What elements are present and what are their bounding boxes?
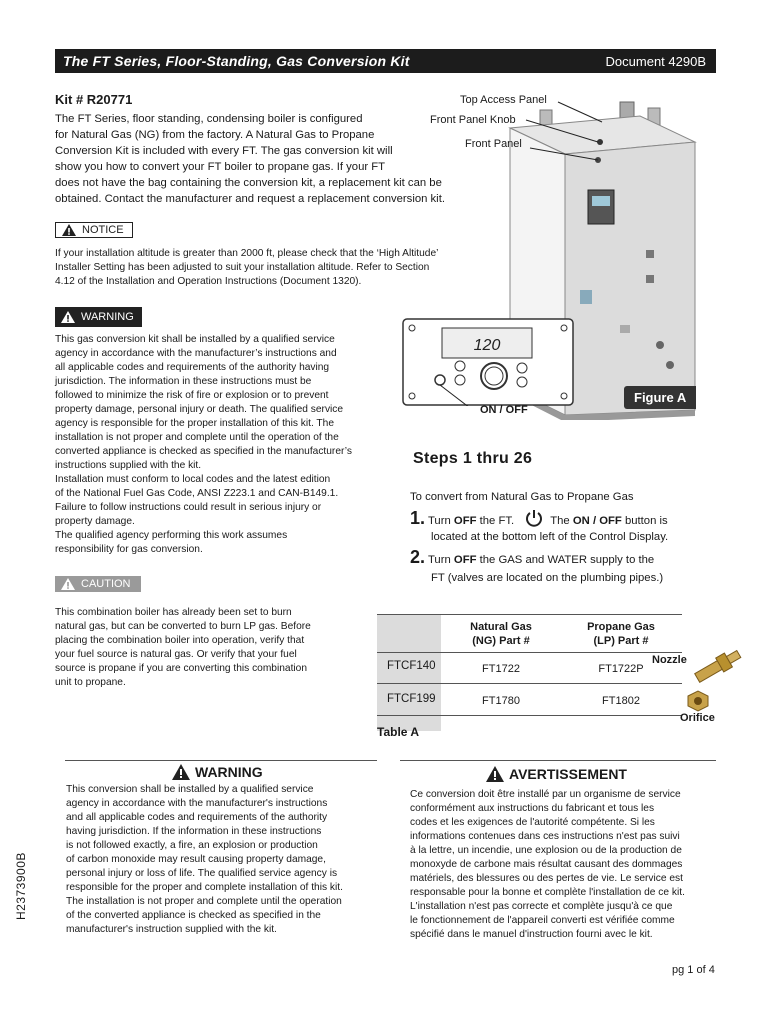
display-readout: 120	[473, 337, 501, 354]
page-number: pg 1 of 4	[672, 964, 715, 976]
nozzle-image	[690, 648, 746, 684]
table-header-line: Natural Gas	[470, 621, 532, 633]
step-number: 2.	[410, 547, 426, 567]
on-off-callout: ON / OFF	[480, 404, 528, 416]
table-header-lp	[561, 620, 681, 648]
document-number: Document 4290B	[605, 53, 706, 69]
warning-fr-rule	[400, 760, 716, 761]
step-text: the GAS and WATER supply to the	[476, 554, 655, 566]
intro-line: does not have the bag containing the conversion kit, a replacement kit can be	[55, 177, 442, 189]
callout-front-panel: Front Panel	[465, 138, 522, 150]
warning-line: instructions supplied with the kit.	[55, 460, 202, 471]
warning-line: followed to minimize the risk of fire or explosion or to prevent	[55, 390, 329, 401]
intro-line: show you how to convert your FT boiler to propane gas. If your FT	[55, 161, 386, 173]
warning-en-label: WARNING	[195, 764, 263, 780]
warning-line: jurisdiction. The information in these instructions must be	[55, 376, 312, 387]
warning-fr-line: L'installation n'est pas correcte et complète jusqu'à ce que	[410, 901, 673, 912]
step-text: button is	[621, 515, 668, 527]
table-caption: Table A	[377, 725, 420, 739]
step-2-line2: FT (valves are located on the plumbing pipes.)	[431, 572, 664, 584]
step-number: 1.	[410, 508, 426, 528]
warning-fr-heading	[486, 766, 627, 782]
warning-line: installation is not proper and complete until the operation of the	[55, 432, 339, 443]
warning-label: WARNING	[81, 311, 134, 323]
caution-label: CAUTION	[81, 578, 131, 590]
step-text-bold: OFF	[453, 515, 477, 527]
figure-a-label: Figure A	[624, 386, 696, 409]
warning-en-heading	[172, 764, 263, 780]
caution-line: natural gas, but can be converted to burn LP gas. Before	[55, 621, 311, 632]
parts-table	[377, 615, 682, 731]
warning-line: converted appliance is checked as specified in the manufacturer’s	[55, 446, 352, 457]
caution-line: unit to propane.	[55, 677, 126, 688]
warning-line: of the National Fuel Gas Code, ANSI Z223.1 and CAN-B149.1.	[55, 488, 339, 499]
caution-text	[55, 606, 365, 690]
warning-line: This gas conversion kit shall be installed by a qualified service	[55, 334, 335, 345]
step-1	[410, 509, 710, 529]
warning-badge	[55, 307, 142, 328]
step-text: the FT.	[476, 515, 515, 527]
warning-fr-line: conformément aux instructions du fabricant et tous les	[410, 803, 655, 814]
caution-line: placing the combination boiler into operation, verify that	[55, 635, 305, 646]
warning-en-line: of the converted appliance is checked as specified in the	[66, 910, 321, 921]
warning-fr-line: le fonctionnement de l'appareil converti est vérifiée comme	[410, 915, 675, 926]
warning-en-line: manufacturer's instruction supplied with the kit.	[66, 924, 277, 935]
warning-line: property damage.	[55, 516, 135, 527]
orifice-label: Orifice	[680, 712, 715, 724]
table-rule	[377, 652, 682, 653]
warning-line: The qualified agency performing this work assumes	[55, 530, 288, 541]
table-model-column-bg	[377, 615, 441, 731]
warning-line: all applicable codes and requirements of the authority having	[55, 362, 330, 373]
step-text-bold: OFF	[453, 554, 477, 566]
warning-triangle-icon	[486, 766, 504, 782]
warning-en-text	[66, 783, 386, 937]
warning-triangle-icon	[61, 578, 75, 590]
power-icon	[525, 509, 543, 527]
intro-line: The FT Series, floor standing, condensing boiler is configured	[55, 113, 363, 125]
warning-en-line: and all applicable codes and requirements of the authority	[66, 812, 328, 823]
step-text-bold: ON / OFF	[572, 515, 622, 527]
caution-line: This combination boiler has already been set to burn	[55, 607, 292, 618]
warning-line: Failure to follow instructions could result in serious injury or	[55, 502, 322, 513]
side-document-code: H2373900B	[14, 852, 28, 920]
callout-top-access-panel: Top Access Panel	[460, 94, 547, 106]
warning-fr-line: informations contenues dans ces instructions n'est pas suivi	[410, 831, 680, 842]
step-1-line2: located at the bottom left of the Control Display.	[431, 531, 669, 543]
warning-en-line: having jurisdiction. If the information in these instructions	[66, 826, 322, 837]
table-cell-ng: FT1722	[482, 663, 520, 675]
warning-en-line: personal injury or loss of life. The qualified service agency is	[66, 868, 338, 879]
table-cell-model: FTCF140	[387, 660, 436, 672]
table-rule	[377, 715, 682, 716]
warning-fr-line: spécifié dans le manuel d'instruction fourni avec le kit.	[410, 929, 653, 940]
warning-fr-label: AVERTISSEMENT	[509, 766, 627, 782]
warning-text	[55, 333, 395, 557]
table-cell-model: FTCF199	[387, 693, 436, 705]
warning-line: property damage, personal injury or death. The qualified service	[55, 404, 344, 415]
header-bar	[55, 49, 716, 73]
warning-line: agency in accordance with the manufacturer’s instructions and	[55, 348, 337, 359]
notice-line: 4.12 of the Installation and Operation Instructions (Document 1320).	[55, 276, 362, 287]
steps-intro: To convert from Natural Gas to Propane Gas	[410, 491, 634, 503]
warning-fr-line: Ce conversion doit être installé par un organisme de service	[410, 789, 681, 800]
table-header-ng	[441, 620, 561, 648]
table-header-line: (NG) Part #	[472, 635, 530, 647]
caution-line: your fuel source is natural gas. Or verify that your fuel	[55, 649, 297, 660]
step-text: Turn	[427, 515, 454, 527]
warning-en-line: This conversion shall be installed by a qualified service	[66, 784, 314, 795]
notice-label: NOTICE	[82, 224, 124, 236]
notice-badge	[55, 222, 133, 241]
callout-front-panel-knob: Front Panel Knob	[430, 114, 516, 126]
warning-en-line: The installation is not proper and complete until the operation	[66, 896, 342, 907]
notice-text	[55, 247, 495, 289]
warning-en-line: responsible for the proper and complete installation of this kit.	[66, 882, 343, 893]
warning-en-line: agency in accordance with the manufacturer's instructions	[66, 798, 328, 809]
kit-number: Kit # R20771	[55, 92, 133, 107]
notice-line: Installer Setting has been adjusted to suit your installation altitude. Refer to Section	[55, 262, 430, 273]
intro-line: obtained. Contact the manufacturer and request a replacement conversion kit.	[55, 193, 445, 205]
warning-fr-line: matériels, des blessures ou des pertes de vie. Le service est	[410, 873, 683, 884]
control-display	[402, 318, 574, 406]
warning-en-line: of carbon monoxide may result causing property damage,	[66, 854, 326, 865]
table-rule	[377, 683, 682, 684]
caution-badge	[55, 576, 141, 595]
warning-triangle-icon	[62, 224, 76, 236]
warning-line: agency is responsible for the proper installation of this kit. The	[55, 418, 334, 429]
table-header-line: Propane Gas	[587, 621, 655, 633]
caution-line: source is propane if you are converting this combination	[55, 663, 307, 674]
table-header-line: (LP) Part #	[593, 635, 649, 647]
warning-fr-line: responsable pour la bonne et complète l'installation de ce kit.	[410, 887, 685, 898]
intro-line: for Natural Gas (NG) from the factory. A Natural Gas to Propane	[55, 129, 375, 141]
intro-line: Conversion Kit is included with every FT. The gas conversion kit will	[55, 145, 393, 157]
warning-fr-line: à la lettre, un incendie, une explosion ou de la production de	[410, 845, 682, 856]
table-cell-lp: FT1722P	[598, 663, 644, 675]
notice-line: If your installation altitude is greater than 2000 ft, please check that the ‘High Altitude’	[55, 248, 439, 259]
warning-triangle-icon	[61, 311, 75, 323]
warning-en-rule	[65, 760, 377, 761]
document-title: The FT Series, Floor-Standing, Gas Conversion Kit	[63, 53, 410, 69]
table-cell-lp: FT1802	[602, 695, 640, 707]
warning-fr-line: codes et les exigences de l'autorité compétente. Si les	[410, 817, 655, 828]
nozzle-label: Nozzle	[652, 654, 687, 666]
step-text: Turn	[427, 554, 454, 566]
warning-line: responsibility for gas conversion.	[55, 544, 203, 555]
steps-title: Steps 1 thru 26	[413, 450, 533, 467]
warning-fr-line: monoxyde de carbone mais résultat causant des dommages	[410, 859, 683, 870]
table-cell-ng: FT1780	[482, 695, 520, 707]
warning-triangle-icon	[172, 764, 190, 780]
step-2	[410, 549, 710, 568]
step-text: The	[550, 515, 573, 527]
warning-en-line: is not followed exactly, a fire, an explosion or production	[66, 840, 318, 851]
intro-paragraph	[55, 111, 475, 207]
warning-fr-text	[410, 788, 720, 942]
warning-line: Installation must conform to local codes and the latest edition	[55, 474, 331, 485]
